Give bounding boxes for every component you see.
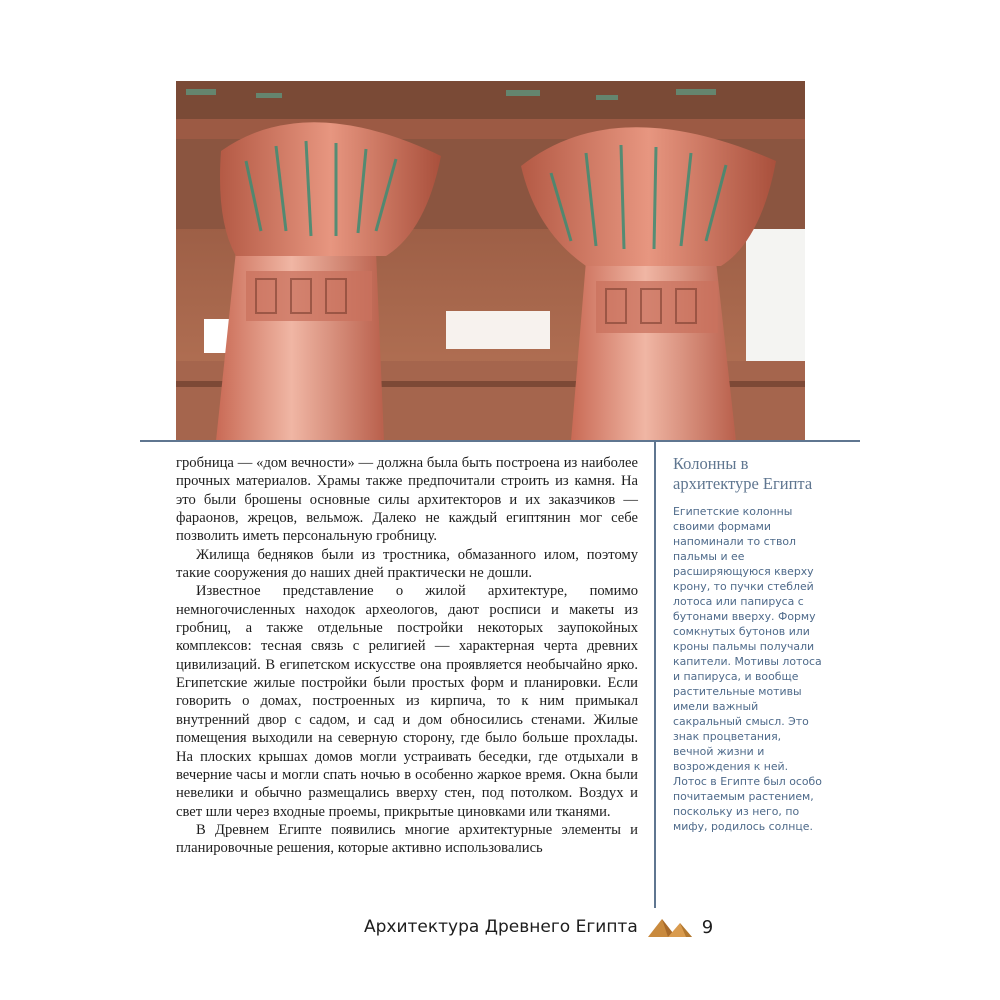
vertical-divider: [654, 440, 656, 908]
main-text: [176, 454, 638, 858]
paragraph: Известное представление о жилой архитектуре, помимо немногочисленных находок археологов, дают росписи и макеты из гробниц, а также отдельные постройки некоторых заупокойных комплексов: тесная связь с религией — характерная черта древних цивилизаций. В египетском искусстве она проявляется необычайно ярко. Египетские жилые постройки были простых форм и планировки. Если говорить о домах, построенных из кирпича, то к ним примыкал внутренний двор с садом, и сад и дом обносились стенами. Жилые помещения выходили на северную сторону, где было больше прохлады. На плоских крышах домов могли устраивать беседки, где отдыхали в вечерние часы и могли спать ночью в особенно жаркое время. Окна были невелики и обычно размещались вверху стен, под потолком. Воздух и свет шли через входные проемы, прикрытые циновками или тканями.: [176, 583, 638, 820]
paragraph: В Древнем Египте появились многие архитектурные элементы и планировочные решения, которые активно использовались: [176, 821, 638, 857]
sidebar-title: Колонны в архитектуре Египта: [673, 454, 813, 493]
sidebar-text: Египетские колонны своими формами напоминали то ствол пальмы и ее расширяющуюся кверху крону, то пучки стеблей лотоса или папируса с бутонами вверху. Форму сомкнутых бутонов или кроны пальмы получали капители. Мотивы лотоса и папируса, и вообще растительные мотивы имели важный сакральный смысл. Это знак процветания, вечной жизни и возрождения к ней. Лотос в Египте был особо почитаемым растением, поскольку из него, по мифу, родилось солнце.: [673, 505, 822, 833]
pyramids-icon: [646, 915, 696, 939]
horizontal-divider: [140, 440, 860, 442]
paragraph: гробница — «дом вечности» — должна была быть построена из наиболее прочных материалов. Храмы также предпочитали строить из камня. На это были брошены основные силы архитекторов и их заказчиков — фараонов, жрецов, вельмож. Далеко не каждый египтянин мог себе позволить иметь персональную гробницу.: [176, 455, 638, 545]
sidebar: [673, 454, 823, 834]
page-number: 9: [701, 916, 714, 938]
footer-title: Архитектура Древнего Египта: [364, 917, 638, 937]
page-footer: [364, 914, 713, 940]
paragraph: Жилища бедняков были из тростника, обмазанного илом, поэтому такие сооружения до наших дней практически не дошли.: [176, 546, 638, 582]
egyptian-columns-photo: [176, 81, 805, 441]
columns-illustration: [176, 81, 805, 441]
